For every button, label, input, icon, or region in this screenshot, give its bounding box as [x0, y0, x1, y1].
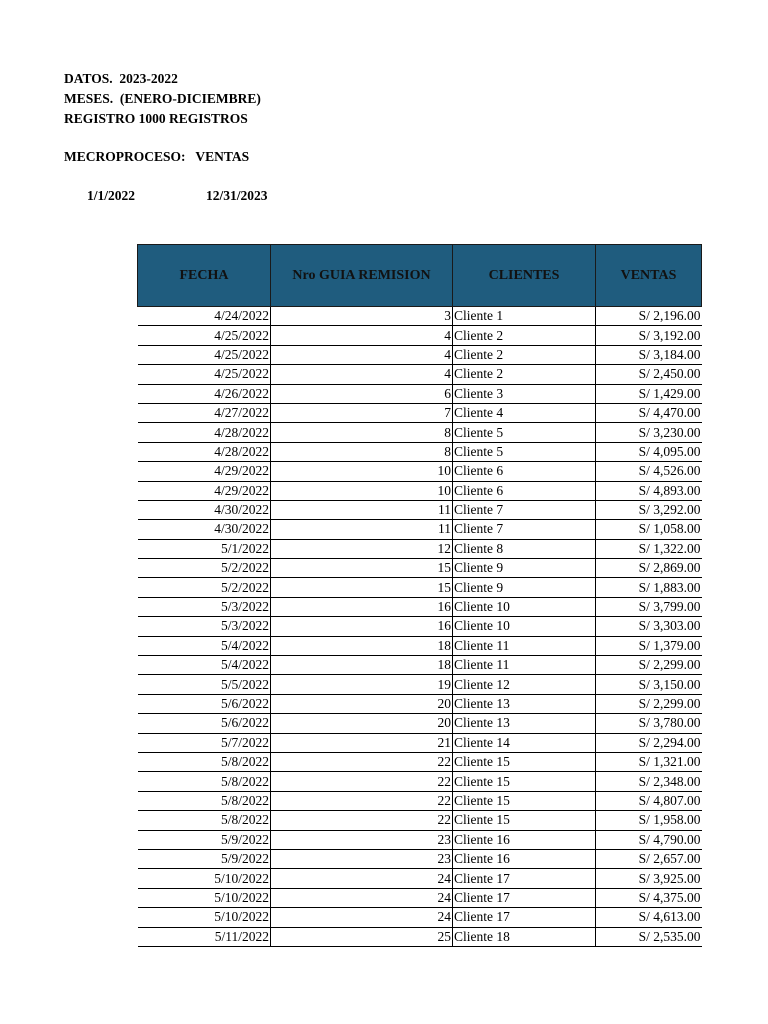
table-row — [138, 772, 702, 791]
cell-fecha: 5/4/2022 — [138, 656, 271, 675]
cell-cliente: Cliente 17 — [453, 888, 596, 907]
cell-guia: 24 — [271, 908, 453, 927]
cell-fecha: 5/10/2022 — [138, 908, 271, 927]
cell-guia: 22 — [271, 791, 453, 810]
cell-ventas: S/ 4,807.00 — [596, 791, 702, 810]
table-row — [138, 791, 702, 810]
cell-fecha: 5/10/2022 — [138, 869, 271, 888]
cell-fecha: 5/2/2022 — [138, 578, 271, 597]
table-row — [138, 617, 702, 636]
cell-fecha: 5/3/2022 — [138, 597, 271, 616]
table-row — [138, 636, 702, 655]
cell-guia: 15 — [271, 559, 453, 578]
table-row — [138, 326, 702, 345]
cell-fecha: 5/8/2022 — [138, 791, 271, 810]
cell-fecha: 4/24/2022 — [138, 307, 271, 326]
cell-ventas: S/ 2,294.00 — [596, 733, 702, 752]
cell-ventas: S/ 4,893.00 — [596, 481, 702, 500]
table-body — [138, 307, 702, 947]
table-row — [138, 869, 702, 888]
cell-cliente: Cliente 12 — [453, 675, 596, 694]
cell-ventas: S/ 2,196.00 — [596, 307, 702, 326]
header-registro: REGISTRO 1000 REGISTROS — [64, 111, 248, 126]
table-row — [138, 888, 702, 907]
cell-fecha: 4/25/2022 — [138, 365, 271, 384]
cell-cliente: Cliente 5 — [453, 423, 596, 442]
column-header-clientes: CLIENTES — [453, 245, 596, 307]
cell-cliente: Cliente 2 — [453, 345, 596, 364]
cell-guia: 23 — [271, 830, 453, 849]
cell-guia: 20 — [271, 714, 453, 733]
cell-guia: 22 — [271, 811, 453, 830]
table-row — [138, 442, 702, 461]
cell-ventas: S/ 3,230.00 — [596, 423, 702, 442]
cell-cliente: Cliente 17 — [453, 908, 596, 927]
cell-fecha: 5/1/2022 — [138, 539, 271, 558]
cell-cliente: Cliente 15 — [453, 772, 596, 791]
cell-guia: 18 — [271, 636, 453, 655]
cell-guia: 22 — [271, 772, 453, 791]
cell-fecha: 5/9/2022 — [138, 849, 271, 868]
cell-fecha: 4/29/2022 — [138, 481, 271, 500]
table-row — [138, 733, 702, 752]
cell-guia: 10 — [271, 481, 453, 500]
cell-fecha: 5/8/2022 — [138, 772, 271, 791]
column-header-guia: Nro GUIA REMISION — [271, 245, 453, 307]
table-row — [138, 307, 702, 326]
cell-guia: 21 — [271, 733, 453, 752]
cell-ventas: S/ 3,192.00 — [596, 326, 702, 345]
table-row — [138, 694, 702, 713]
cell-cliente: Cliente 15 — [453, 752, 596, 771]
start-date: 1/1/2022 — [87, 188, 136, 203]
cell-cliente: Cliente 6 — [453, 462, 596, 481]
cell-ventas: S/ 4,095.00 — [596, 442, 702, 461]
cell-cliente: Cliente 9 — [453, 559, 596, 578]
cell-fecha: 4/26/2022 — [138, 384, 271, 403]
cell-guia: 24 — [271, 888, 453, 907]
cell-cliente: Cliente 2 — [453, 326, 596, 345]
cell-fecha: 4/25/2022 — [138, 326, 271, 345]
cell-ventas: S/ 1,058.00 — [596, 520, 702, 539]
cell-fecha: 5/11/2022 — [138, 927, 271, 946]
cell-ventas: S/ 4,470.00 — [596, 403, 702, 422]
cell-cliente: Cliente 7 — [453, 520, 596, 539]
cell-cliente: Cliente 15 — [453, 811, 596, 830]
cell-ventas: S/ 1,958.00 — [596, 811, 702, 830]
cell-ventas: S/ 1,429.00 — [596, 384, 702, 403]
cell-guia: 19 — [271, 675, 453, 694]
table-row — [138, 462, 702, 481]
table-row — [138, 539, 702, 558]
table-row — [138, 520, 702, 539]
cell-ventas: S/ 1,321.00 — [596, 752, 702, 771]
cell-guia: 6 — [271, 384, 453, 403]
cell-ventas: S/ 4,526.00 — [596, 462, 702, 481]
cell-guia: 4 — [271, 345, 453, 364]
cell-ventas: S/ 1,322.00 — [596, 539, 702, 558]
cell-cliente: Cliente 15 — [453, 791, 596, 810]
header-datos: DATOS. 2023-2022 — [64, 71, 178, 86]
cell-cliente: Cliente 10 — [453, 617, 596, 636]
column-header-fecha: FECHA — [138, 245, 271, 307]
cell-ventas: S/ 3,184.00 — [596, 345, 702, 364]
table-row — [138, 559, 702, 578]
cell-ventas: S/ 4,790.00 — [596, 830, 702, 849]
table-row — [138, 908, 702, 927]
cell-cliente: Cliente 10 — [453, 597, 596, 616]
table-row — [138, 656, 702, 675]
table-row — [138, 830, 702, 849]
cell-cliente: Cliente 13 — [453, 694, 596, 713]
cell-fecha: 5/8/2022 — [138, 811, 271, 830]
cell-ventas: S/ 2,299.00 — [596, 694, 702, 713]
column-header-ventas: VENTAS — [596, 245, 702, 307]
cell-ventas: S/ 3,150.00 — [596, 675, 702, 694]
cell-guia: 24 — [271, 869, 453, 888]
cell-ventas: S/ 1,379.00 — [596, 636, 702, 655]
table-header — [138, 245, 702, 307]
table-row — [138, 365, 702, 384]
cell-guia: 18 — [271, 656, 453, 675]
cell-cliente: Cliente 4 — [453, 403, 596, 422]
cell-guia: 10 — [271, 462, 453, 481]
cell-guia: 11 — [271, 520, 453, 539]
end-date: 12/31/2023 — [206, 188, 268, 203]
cell-fecha: 5/4/2022 — [138, 636, 271, 655]
cell-ventas: S/ 2,869.00 — [596, 559, 702, 578]
header-macroproceso: MECROPROCESO: VENTAS — [64, 149, 250, 164]
table-row — [138, 403, 702, 422]
cell-ventas: S/ 2,450.00 — [596, 365, 702, 384]
cell-fecha: 4/30/2022 — [138, 520, 271, 539]
cell-cliente: Cliente 11 — [453, 656, 596, 675]
cell-cliente: Cliente 16 — [453, 830, 596, 849]
table-row — [138, 578, 702, 597]
cell-fecha: 5/8/2022 — [138, 752, 271, 771]
table-row — [138, 714, 702, 733]
cell-ventas: S/ 4,375.00 — [596, 888, 702, 907]
cell-guia: 15 — [271, 578, 453, 597]
cell-fecha: 5/5/2022 — [138, 675, 271, 694]
cell-ventas: S/ 2,657.00 — [596, 849, 702, 868]
cell-ventas: S/ 2,535.00 — [596, 927, 702, 946]
cell-guia: 7 — [271, 403, 453, 422]
cell-guia: 4 — [271, 365, 453, 384]
cell-fecha: 5/6/2022 — [138, 694, 271, 713]
cell-guia: 20 — [271, 694, 453, 713]
cell-fecha: 5/6/2022 — [138, 714, 271, 733]
cell-fecha: 4/28/2022 — [138, 423, 271, 442]
cell-cliente: Cliente 2 — [453, 365, 596, 384]
cell-guia: 8 — [271, 442, 453, 461]
cell-guia: 4 — [271, 326, 453, 345]
cell-fecha: 4/29/2022 — [138, 462, 271, 481]
cell-fecha: 4/28/2022 — [138, 442, 271, 461]
table-row — [138, 811, 702, 830]
table-row — [138, 849, 702, 868]
cell-cliente: Cliente 11 — [453, 636, 596, 655]
cell-guia: 23 — [271, 849, 453, 868]
cell-cliente: Cliente 3 — [453, 384, 596, 403]
cell-guia: 25 — [271, 927, 453, 946]
cell-fecha: 5/2/2022 — [138, 559, 271, 578]
cell-cliente: Cliente 9 — [453, 578, 596, 597]
cell-guia: 16 — [271, 617, 453, 636]
cell-ventas: S/ 3,780.00 — [596, 714, 702, 733]
cell-fecha: 5/3/2022 — [138, 617, 271, 636]
cell-fecha: 4/25/2022 — [138, 345, 271, 364]
table-row — [138, 481, 702, 500]
cell-fecha: 4/30/2022 — [138, 500, 271, 519]
cell-cliente: Cliente 18 — [453, 927, 596, 946]
table-row — [138, 927, 702, 946]
cell-ventas: S/ 2,348.00 — [596, 772, 702, 791]
table-row — [138, 675, 702, 694]
table-row — [138, 500, 702, 519]
cell-cliente: Cliente 16 — [453, 849, 596, 868]
cell-ventas: S/ 3,799.00 — [596, 597, 702, 616]
cell-ventas: S/ 4,613.00 — [596, 908, 702, 927]
cell-guia: 22 — [271, 752, 453, 771]
cell-fecha: 4/27/2022 — [138, 403, 271, 422]
cell-guia: 12 — [271, 539, 453, 558]
cell-cliente: Cliente 13 — [453, 714, 596, 733]
cell-guia: 11 — [271, 500, 453, 519]
cell-cliente: Cliente 14 — [453, 733, 596, 752]
cell-cliente: Cliente 1 — [453, 307, 596, 326]
sales-table — [137, 244, 702, 947]
cell-ventas: S/ 3,292.00 — [596, 500, 702, 519]
cell-cliente: Cliente 7 — [453, 500, 596, 519]
table-row — [138, 752, 702, 771]
cell-cliente: Cliente 6 — [453, 481, 596, 500]
cell-ventas: S/ 2,299.00 — [596, 656, 702, 675]
table-row — [138, 597, 702, 616]
cell-guia: 3 — [271, 307, 453, 326]
cell-ventas: S/ 1,883.00 — [596, 578, 702, 597]
cell-guia: 8 — [271, 423, 453, 442]
table-row — [138, 423, 702, 442]
cell-guia: 16 — [271, 597, 453, 616]
cell-ventas: S/ 3,925.00 — [596, 869, 702, 888]
cell-cliente: Cliente 8 — [453, 539, 596, 558]
cell-fecha: 5/10/2022 — [138, 888, 271, 907]
cell-fecha: 5/7/2022 — [138, 733, 271, 752]
table-row — [138, 384, 702, 403]
cell-cliente: Cliente 5 — [453, 442, 596, 461]
cell-ventas: S/ 3,303.00 — [596, 617, 702, 636]
table-row — [138, 345, 702, 364]
header-meses: MESES. (ENERO-DICIEMBRE) — [64, 91, 261, 106]
cell-fecha: 5/9/2022 — [138, 830, 271, 849]
cell-cliente: Cliente 17 — [453, 869, 596, 888]
